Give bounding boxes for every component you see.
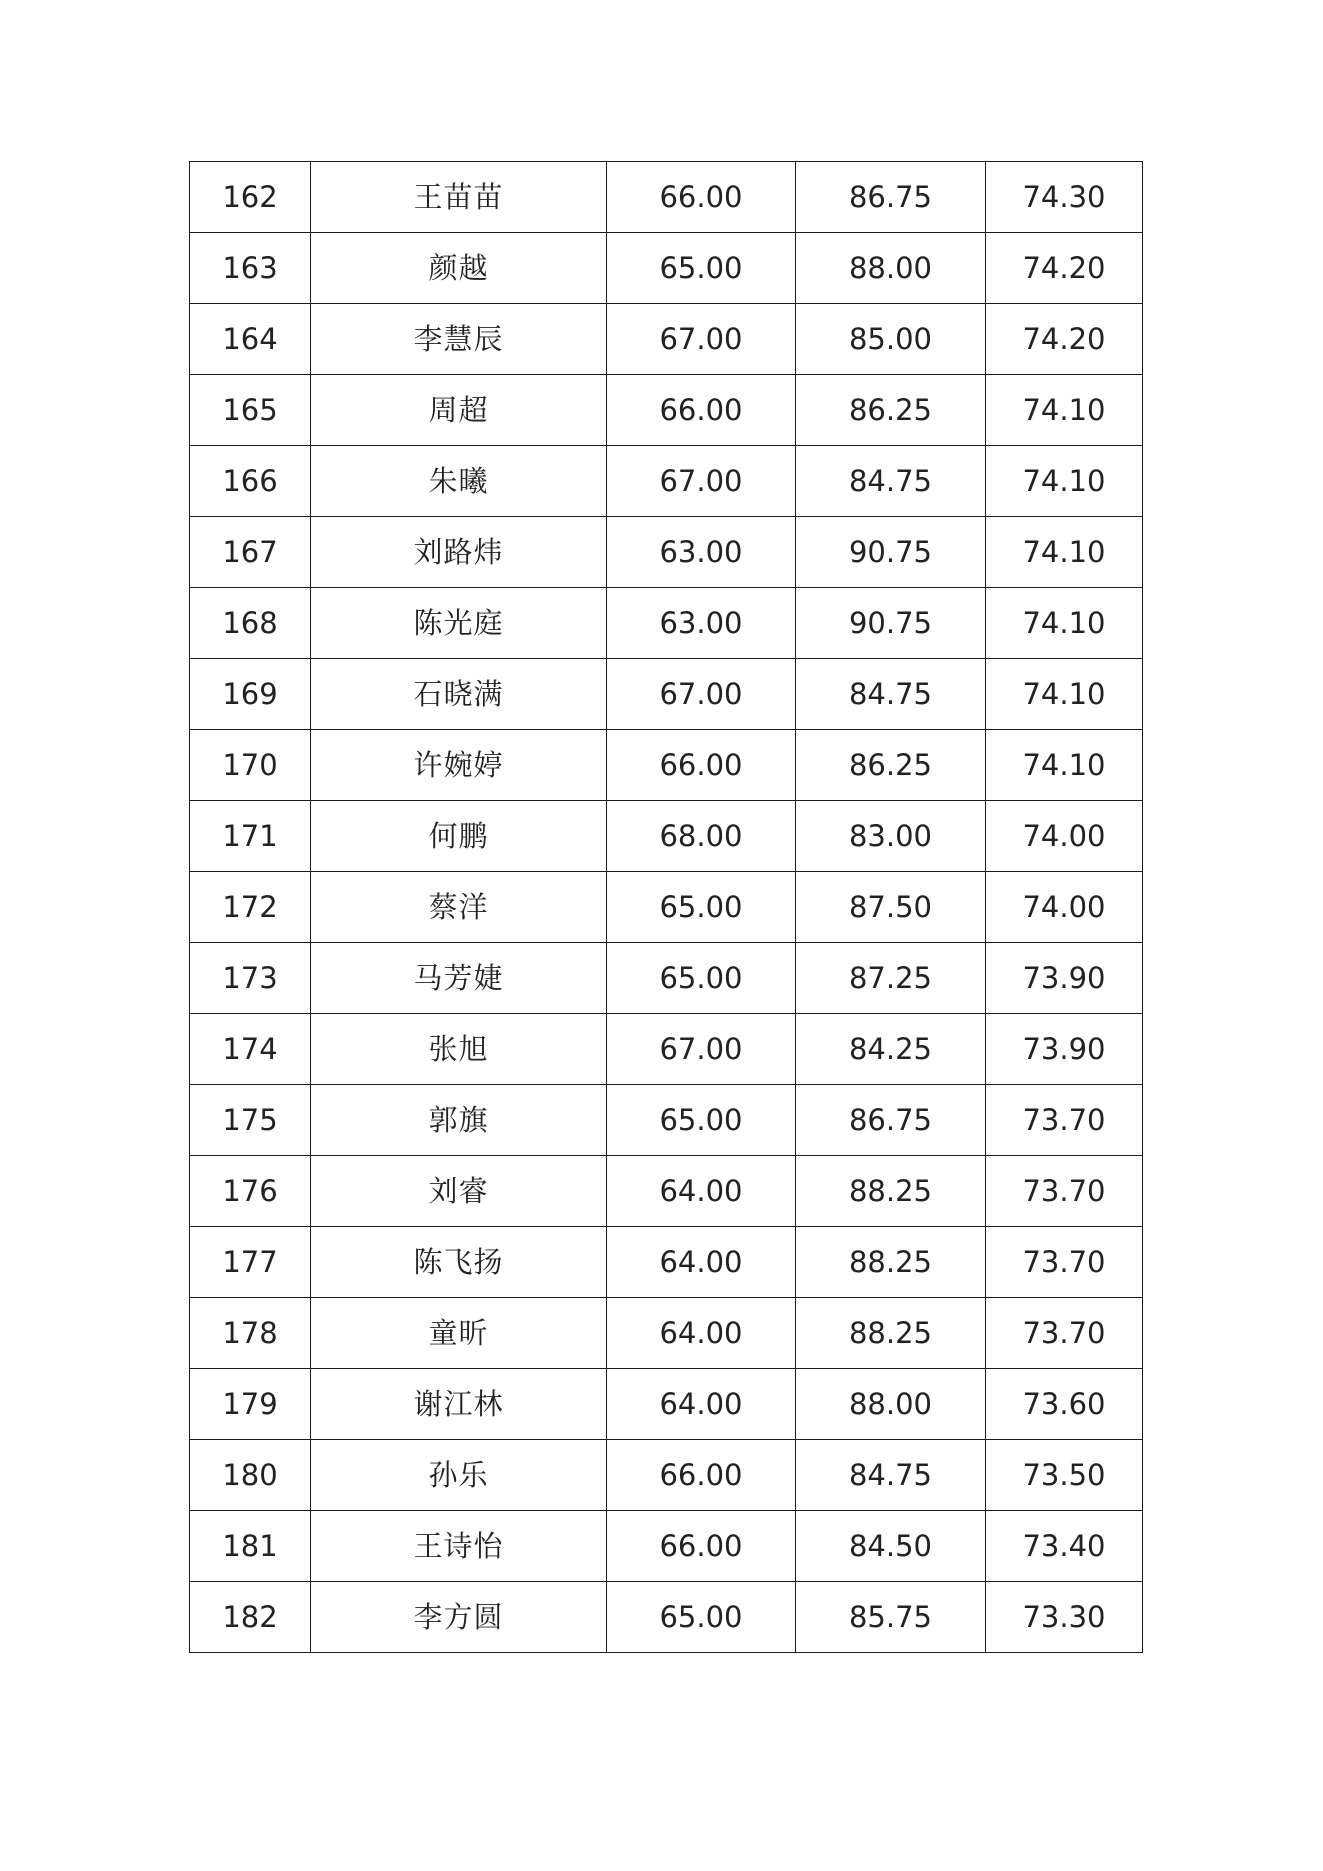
table-row — [190, 1369, 1143, 1440]
interview-score-cell: 83.00 — [796, 801, 986, 872]
total-score-cell: 74.10 — [986, 375, 1143, 446]
interview-score-cell: 90.75 — [796, 588, 986, 659]
written-score-cell: 63.00 — [607, 517, 796, 588]
interview-score-cell: 85.00 — [796, 304, 986, 375]
table-row — [190, 1014, 1143, 1085]
total-score-cell: 73.90 — [986, 943, 1143, 1014]
written-score-cell: 66.00 — [607, 730, 796, 801]
interview-score-cell: 88.25 — [796, 1298, 986, 1369]
total-score-cell: 73.60 — [986, 1369, 1143, 1440]
written-score-cell: 67.00 — [607, 1014, 796, 1085]
table-body — [190, 162, 1143, 1653]
written-score-cell: 65.00 — [607, 1085, 796, 1156]
rank-cell: 172 — [190, 872, 311, 943]
table-row — [190, 1085, 1143, 1156]
table-row — [190, 730, 1143, 801]
total-score-cell: 74.10 — [986, 517, 1143, 588]
written-score-cell: 67.00 — [607, 446, 796, 517]
rank-cell: 170 — [190, 730, 311, 801]
written-score-cell: 64.00 — [607, 1227, 796, 1298]
written-score-cell: 66.00 — [607, 1440, 796, 1511]
total-score-cell: 73.50 — [986, 1440, 1143, 1511]
name-cell: 朱曦 — [311, 446, 607, 517]
name-cell: 刘路炜 — [311, 517, 607, 588]
total-score-cell: 73.70 — [986, 1085, 1143, 1156]
table-row — [190, 1440, 1143, 1511]
written-score-cell: 64.00 — [607, 1369, 796, 1440]
written-score-cell: 65.00 — [607, 943, 796, 1014]
total-score-cell: 73.90 — [986, 1014, 1143, 1085]
name-cell: 孙乐 — [311, 1440, 607, 1511]
interview-score-cell: 88.25 — [796, 1156, 986, 1227]
written-score-cell: 66.00 — [607, 162, 796, 233]
name-cell: 刘睿 — [311, 1156, 607, 1227]
rank-cell: 168 — [190, 588, 311, 659]
interview-score-cell: 88.00 — [796, 233, 986, 304]
rank-cell: 166 — [190, 446, 311, 517]
name-cell: 周超 — [311, 375, 607, 446]
rank-cell: 167 — [190, 517, 311, 588]
total-score-cell: 74.20 — [986, 233, 1143, 304]
rank-cell: 177 — [190, 1227, 311, 1298]
name-cell: 郭旗 — [311, 1085, 607, 1156]
name-cell: 何鹏 — [311, 801, 607, 872]
rank-cell: 173 — [190, 943, 311, 1014]
rank-cell: 162 — [190, 162, 311, 233]
total-score-cell: 74.10 — [986, 730, 1143, 801]
rank-cell: 178 — [190, 1298, 311, 1369]
table-row — [190, 304, 1143, 375]
rank-cell: 164 — [190, 304, 311, 375]
rank-cell: 179 — [190, 1369, 311, 1440]
name-cell: 谢江林 — [311, 1369, 607, 1440]
table-row — [190, 1156, 1143, 1227]
interview-score-cell: 84.75 — [796, 659, 986, 730]
name-cell: 王诗怡 — [311, 1511, 607, 1582]
table-row — [190, 446, 1143, 517]
table-row — [190, 1511, 1143, 1582]
total-score-cell: 73.40 — [986, 1511, 1143, 1582]
table-row — [190, 1298, 1143, 1369]
total-score-cell: 74.20 — [986, 304, 1143, 375]
interview-score-cell: 88.25 — [796, 1227, 986, 1298]
name-cell: 石晓满 — [311, 659, 607, 730]
table-row — [190, 943, 1143, 1014]
interview-score-cell: 84.50 — [796, 1511, 986, 1582]
written-score-cell: 66.00 — [607, 1511, 796, 1582]
interview-score-cell: 86.75 — [796, 162, 986, 233]
written-score-cell: 65.00 — [607, 233, 796, 304]
interview-score-cell: 88.00 — [796, 1369, 986, 1440]
table-row — [190, 162, 1143, 233]
score-table — [189, 161, 1143, 1653]
name-cell: 许婉婷 — [311, 730, 607, 801]
interview-score-cell: 84.75 — [796, 1440, 986, 1511]
written-score-cell: 68.00 — [607, 801, 796, 872]
name-cell: 陈光庭 — [311, 588, 607, 659]
rank-cell: 165 — [190, 375, 311, 446]
table-row — [190, 375, 1143, 446]
written-score-cell: 67.00 — [607, 304, 796, 375]
rank-cell: 171 — [190, 801, 311, 872]
name-cell: 蔡洋 — [311, 872, 607, 943]
interview-score-cell: 86.25 — [796, 730, 986, 801]
written-score-cell: 64.00 — [607, 1298, 796, 1369]
total-score-cell: 74.10 — [986, 659, 1143, 730]
interview-score-cell: 85.75 — [796, 1582, 986, 1653]
rank-cell: 180 — [190, 1440, 311, 1511]
name-cell: 李慧辰 — [311, 304, 607, 375]
total-score-cell: 74.00 — [986, 872, 1143, 943]
interview-score-cell: 86.75 — [796, 1085, 986, 1156]
total-score-cell: 73.70 — [986, 1156, 1143, 1227]
written-score-cell: 64.00 — [607, 1156, 796, 1227]
written-score-cell: 63.00 — [607, 588, 796, 659]
interview-score-cell: 84.75 — [796, 446, 986, 517]
name-cell: 张旭 — [311, 1014, 607, 1085]
table-row — [190, 1227, 1143, 1298]
rank-cell: 175 — [190, 1085, 311, 1156]
name-cell: 颜越 — [311, 233, 607, 304]
name-cell: 王苗苗 — [311, 162, 607, 233]
rank-cell: 163 — [190, 233, 311, 304]
table-row — [190, 801, 1143, 872]
table-row — [190, 659, 1143, 730]
total-score-cell: 74.30 — [986, 162, 1143, 233]
total-score-cell: 73.70 — [986, 1227, 1143, 1298]
table-row — [190, 517, 1143, 588]
written-score-cell: 65.00 — [607, 872, 796, 943]
rank-cell: 182 — [190, 1582, 311, 1653]
written-score-cell: 66.00 — [607, 375, 796, 446]
interview-score-cell: 90.75 — [796, 517, 986, 588]
name-cell: 李方圆 — [311, 1582, 607, 1653]
rank-cell: 174 — [190, 1014, 311, 1085]
total-score-cell: 73.70 — [986, 1298, 1143, 1369]
table-row — [190, 1582, 1143, 1653]
total-score-cell: 74.00 — [986, 801, 1143, 872]
rank-cell: 169 — [190, 659, 311, 730]
interview-score-cell: 84.25 — [796, 1014, 986, 1085]
written-score-cell: 65.00 — [607, 1582, 796, 1653]
name-cell: 马芳婕 — [311, 943, 607, 1014]
name-cell: 陈飞扬 — [311, 1227, 607, 1298]
table-row — [190, 233, 1143, 304]
total-score-cell: 73.30 — [986, 1582, 1143, 1653]
name-cell: 童昕 — [311, 1298, 607, 1369]
interview-score-cell: 86.25 — [796, 375, 986, 446]
rank-cell: 181 — [190, 1511, 311, 1582]
total-score-cell: 74.10 — [986, 446, 1143, 517]
total-score-cell: 74.10 — [986, 588, 1143, 659]
interview-score-cell: 87.50 — [796, 872, 986, 943]
interview-score-cell: 87.25 — [796, 943, 986, 1014]
rank-cell: 176 — [190, 1156, 311, 1227]
table-row — [190, 588, 1143, 659]
written-score-cell: 67.00 — [607, 659, 796, 730]
table-row — [190, 872, 1143, 943]
